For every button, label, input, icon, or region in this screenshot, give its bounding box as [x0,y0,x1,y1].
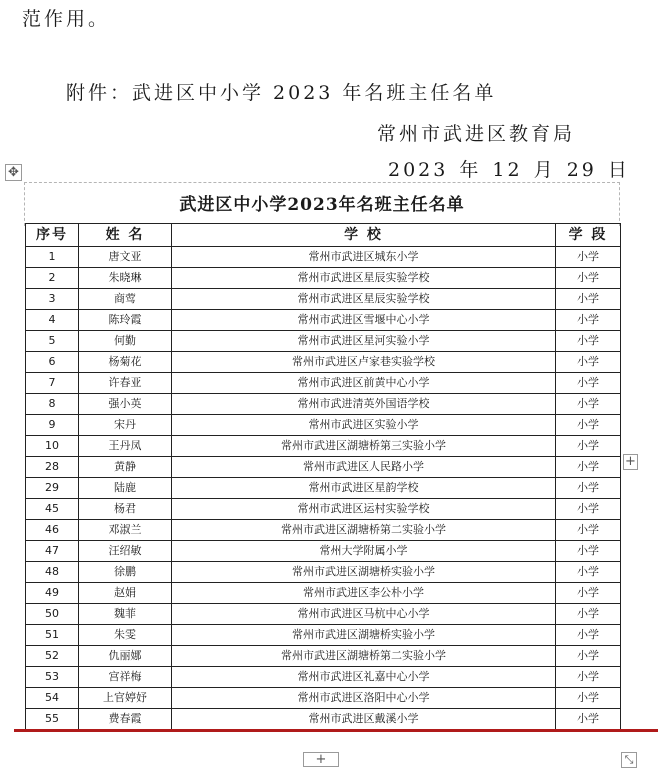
table-row [26,457,621,478]
cell-level: 小学 [556,478,621,499]
cell-name: 徐鹏 [79,562,172,583]
cell-name: 仇丽娜 [79,646,172,667]
cell-level: 小学 [556,331,621,352]
cell-name: 汪绍敏 [79,541,172,562]
cell-level: 小学 [556,541,621,562]
cell-name: 上官婷妤 [79,688,172,709]
header-no: 序号 [26,224,79,247]
table-row [26,289,621,310]
cell-school: 常州市武进区实验小学 [172,415,556,436]
cell-no: 3 [26,289,79,310]
cell-school: 常州市武进清英外国语学校 [172,394,556,415]
table-row [26,352,621,373]
cell-no: 51 [26,625,79,646]
cell-school: 常州市武进区星辰实验学校 [172,289,556,310]
table-row [26,436,621,457]
table-row [26,373,621,394]
cell-level: 小学 [556,499,621,520]
cell-name: 邓淑兰 [79,520,172,541]
cell-name: 杨君 [79,499,172,520]
cell-no: 1 [26,247,79,268]
cell-school: 常州市武进区星韵学校 [172,478,556,499]
cell-name: 王丹凤 [79,436,172,457]
table-row [26,604,621,625]
issue-date: 2023 年 12 月 29 日 [388,159,630,181]
cell-school: 常州市武进区雪堰中心小学 [172,310,556,331]
teacher-roster-table [25,223,621,730]
cell-no: 9 [26,415,79,436]
cell-level: 小学 [556,352,621,373]
cell-no: 8 [26,394,79,415]
cell-name: 唐文亚 [79,247,172,268]
table-row [26,562,621,583]
cell-no: 54 [26,688,79,709]
cell-level: 小学 [556,373,621,394]
cell-school: 常州市武进区运村实验学校 [172,499,556,520]
cell-name: 朱雯 [79,625,172,646]
cell-name: 魏菲 [79,604,172,625]
cell-level: 小学 [556,646,621,667]
cell-school: 常州市武进区星辰实验学校 [172,268,556,289]
cell-school: 常州市武进区湖塘桥第二实验小学 [172,646,556,667]
add-row-button[interactable]: + [303,752,339,767]
cell-no: 47 [26,541,79,562]
cell-no: 46 [26,520,79,541]
cell-school: 常州大学附属小学 [172,541,556,562]
cell-no: 6 [26,352,79,373]
cell-no: 10 [26,436,79,457]
header-level: 学 段 [556,224,621,247]
cell-level: 小学 [556,625,621,646]
cell-no: 52 [26,646,79,667]
header-school: 学 校 [172,224,556,247]
cell-no: 28 [26,457,79,478]
cell-no: 50 [26,604,79,625]
cell-level: 小学 [556,247,621,268]
cell-level: 小学 [556,604,621,625]
table-row [26,415,621,436]
table-row [26,646,621,667]
cell-school: 常州市武进区礼嘉中心小学 [172,667,556,688]
cell-school: 常州市武进区前黄中心小学 [172,373,556,394]
table-row [26,709,621,730]
issuer-name: 常州市武进区教育局 [377,123,576,145]
table-row [26,625,621,646]
cell-name: 商莺 [79,289,172,310]
cell-name: 费春霞 [79,709,172,730]
table-resize-handle-icon[interactable]: ⤡ [621,752,637,768]
cell-name: 宫祥梅 [79,667,172,688]
cell-name: 宋丹 [79,415,172,436]
cell-no: 2 [26,268,79,289]
cell-no: 53 [26,667,79,688]
cell-level: 小学 [556,667,621,688]
cell-level: 小学 [556,310,621,331]
cell-level: 小学 [556,688,621,709]
intro-tail-text: 范作用。 [22,8,111,30]
cell-school: 常州市武进区洛阳中心小学 [172,688,556,709]
attachment-line: 附件：武进区中小学 2023 年名班主任名单 [66,82,497,104]
cell-no: 49 [26,583,79,604]
cell-name: 陈玲霞 [79,310,172,331]
table-header-row [26,224,621,247]
cell-level: 小学 [556,268,621,289]
cell-level: 小学 [556,583,621,604]
cell-no: 7 [26,373,79,394]
add-column-button[interactable]: + [623,454,638,470]
cell-school: 常州市武进区星河实验小学 [172,331,556,352]
table-title: 武进区中小学2023年名班主任名单 [179,195,465,215]
table-row [26,247,621,268]
cell-name: 许春亚 [79,373,172,394]
cell-school: 常州市武进区卢家巷实验学校 [172,352,556,373]
cell-school: 常州市武进区湖塘桥第三实验小学 [172,436,556,457]
cell-level: 小学 [556,709,621,730]
cell-level: 小学 [556,562,621,583]
cell-no: 5 [26,331,79,352]
cell-school: 常州市武进区戴溪小学 [172,709,556,730]
cell-no: 4 [26,310,79,331]
table-row [26,688,621,709]
cell-name: 朱晓琳 [79,268,172,289]
cell-level: 小学 [556,457,621,478]
cell-level: 小学 [556,394,621,415]
cell-name: 强小英 [79,394,172,415]
table-row [26,583,621,604]
cell-level: 小学 [556,436,621,457]
table-row [26,499,621,520]
table-row [26,541,621,562]
header-name: 姓 名 [79,224,172,247]
cell-name: 黄静 [79,457,172,478]
cell-school: 常州市武进区湖塘桥第二实验小学 [172,520,556,541]
cell-no: 48 [26,562,79,583]
cell-level: 小学 [556,289,621,310]
table-row [26,478,621,499]
cell-level: 小学 [556,415,621,436]
cell-name: 赵娟 [79,583,172,604]
cell-school: 常州市武进区李公朴小学 [172,583,556,604]
table-move-handle-icon[interactable]: ✥ [5,164,22,181]
cell-name: 杨菊花 [79,352,172,373]
table-row [26,268,621,289]
table-row [26,667,621,688]
table-row [26,331,621,352]
cell-school: 常州市武进区湖塘桥实验小学 [172,562,556,583]
table-row [26,520,621,541]
cell-name: 陆鹿 [79,478,172,499]
table-row [26,394,621,415]
table-row [26,310,621,331]
cell-no: 29 [26,478,79,499]
cell-school: 常州市武进区人民路小学 [172,457,556,478]
cell-no: 45 [26,499,79,520]
cell-school: 常州市武进区马杭中心小学 [172,604,556,625]
cell-level: 小学 [556,520,621,541]
cell-name: 何勤 [79,331,172,352]
cell-no: 55 [26,709,79,730]
cell-school: 常州市武进区城东小学 [172,247,556,268]
cell-school: 常州市武进区湖塘桥实验小学 [172,625,556,646]
red-ruler-line [14,729,658,732]
